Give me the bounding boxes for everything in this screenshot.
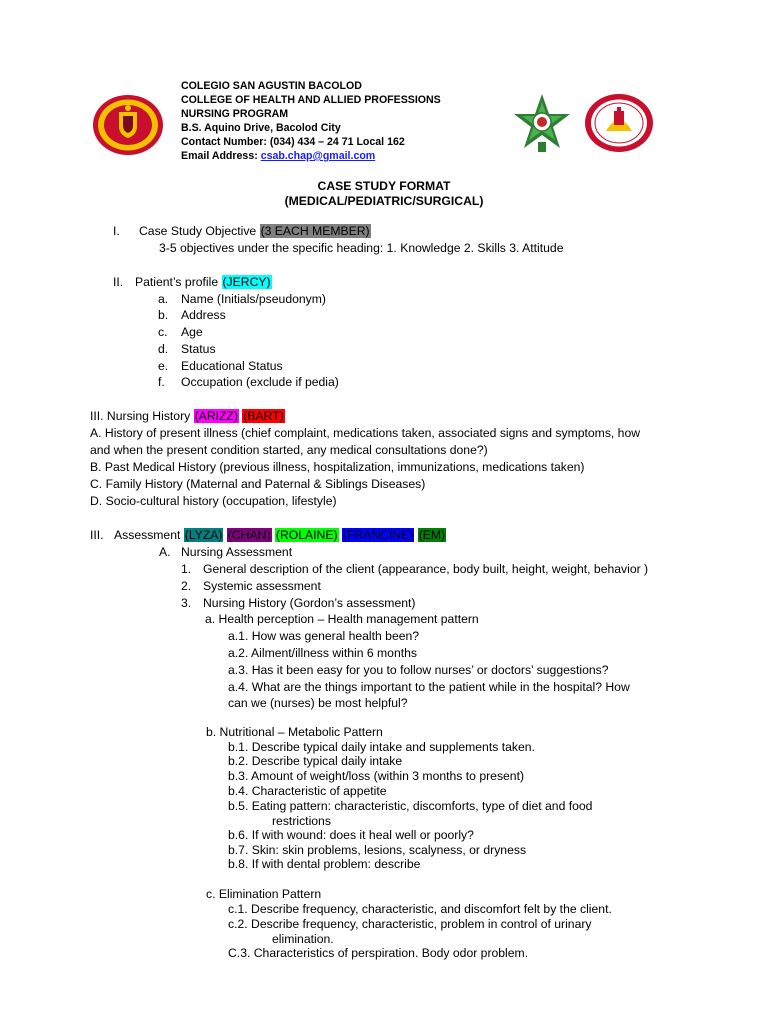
nutritional-item: b.2. Describe typical daily intake	[228, 754, 403, 768]
nutritional-pattern-title: b. Nutritional – Metabolic Pattern	[206, 725, 383, 739]
assessment-tag-em: (EM)	[418, 528, 446, 542]
document-title: CASE STUDY FORMAT	[317, 179, 451, 193]
section-i-assignee-tag: (3 EACH MEMBER)	[260, 224, 370, 238]
nutritional-item: b.4. Characteristic of appetite	[228, 784, 387, 798]
assessment-tag-chan: (CHAN)	[227, 528, 271, 542]
section-i-detail: 3-5 objectives under the specific heading: 1. Knowledge 2. Skills 3. Attitude	[159, 241, 564, 255]
email-label: Email Address:	[181, 150, 261, 162]
nursing-assessment-heading: Nursing Assessment	[181, 545, 293, 559]
nutritional-item: b.5. Eating pattern: characteristic, discomforts, type of diet and food	[228, 799, 593, 813]
nursing-history-line: B. Past Medical History (previous illness, hospitalization, immunizations, medications taken)	[90, 460, 585, 474]
colegio-san-agustin-seal-logo	[92, 94, 164, 156]
profile-item-text: Educational Status	[181, 359, 283, 373]
nursing-history-tag-bart: (BART)	[243, 409, 284, 423]
college-name: COLLEGE OF HEALTH AND ALLIED PROFESSIONS	[181, 94, 441, 106]
assessment-heading	[114, 528, 446, 543]
nutritional-item: b.6. If with wound: does it heal well or poorly?	[228, 828, 474, 842]
assessment-numeral: III.	[90, 528, 104, 542]
section-ii-numeral: II.	[113, 275, 124, 289]
nursing-history-line: and when the present condition started, any medical consultations done?)	[90, 443, 488, 457]
profile-item-letter: a.	[158, 292, 169, 306]
elimination-item: c.1. Describe frequency, characteristic, and discomfort felt by the client.	[228, 902, 612, 916]
nursing-history-line: C. Family History (Maternal and Paternal & Siblings Diseases)	[90, 477, 426, 491]
section-i-title: Case Study Objective	[139, 224, 260, 238]
assessment-tag-francine: (FRANCINE)	[342, 528, 414, 542]
elimination-item: C.3. Characteristics of perspiration. Body odor problem.	[228, 946, 529, 960]
nutritional-item: b.3. Amount of weight/loss (within 3 months to present)	[228, 769, 525, 783]
nursing-history-title: III. Nursing History	[90, 409, 194, 423]
assessment-item-text: General description of the client (appearance, body built, height, weight, behavior )	[203, 562, 649, 576]
school-address: B.S. Aquino Drive, Bacolod City	[181, 122, 341, 134]
nursing-history-tag-arizz: (ARIZZ)	[194, 409, 238, 423]
section-ii-title: Patient’s profile	[135, 275, 222, 289]
profile-item-text: Status	[181, 342, 216, 356]
profile-item-text: Address	[181, 308, 226, 322]
nursing-history-line: D. Socio-cultural history (occupation, lifestyle)	[90, 494, 337, 508]
profile-item-letter: c.	[158, 325, 168, 339]
program-name: NURSING PROGRAM	[181, 108, 289, 120]
health-perception-item: a.2. Ailment/illness within 6 months	[228, 646, 417, 660]
college-of-nursing-seal-logo	[584, 93, 654, 153]
profile-item-letter: b.	[158, 308, 169, 322]
assessment-item-number: 1.	[181, 562, 192, 576]
profile-item-text: Name (Initials/pseudonym)	[181, 292, 326, 306]
profile-item-text: Age	[181, 325, 203, 339]
health-perception-pattern-title: a. Health perception – Health management pattern	[205, 612, 479, 626]
section-ii-assignee-tag: (JERCY)	[222, 275, 271, 289]
elimination-item-continued: elimination.	[272, 932, 334, 946]
nursing-assessment-letter: A.	[159, 545, 171, 559]
nutritional-item: b.8. If with dental problem: describe	[228, 857, 421, 871]
assessment-item-text: Systemic assessment	[203, 579, 321, 593]
nutritional-item-continued: restrictions	[272, 814, 331, 828]
elimination-item: c.2. Describe frequency, characteristic, problem in control of urinary	[228, 917, 592, 931]
green-star-badge-logo	[508, 92, 576, 156]
institution-name: COLEGIO SAN AGUSTIN BACOLOD	[181, 80, 362, 92]
document-subtitle: (MEDICAL/PEDIATRIC/SURGICAL)	[284, 194, 484, 208]
email-line	[181, 150, 375, 163]
health-perception-item: a.1. How was general health been?	[228, 629, 420, 643]
profile-item-letter: f.	[158, 375, 165, 389]
assessment-title: Assessment	[114, 528, 184, 542]
assessment-item-number: 2.	[181, 579, 192, 593]
email-link[interactable]: csab.chap@gmail.com	[260, 150, 376, 162]
section-i-heading	[139, 224, 371, 239]
assessment-tag-lyza: (LYZA)	[184, 528, 223, 542]
nursing-history-line: A. History of present illness (chief complaint, medications taken, associated signs and symptoms, how	[90, 426, 641, 440]
health-perception-item: a.3. Has it been easy for you to follow nurses’ or doctors’ suggestions?	[228, 663, 609, 677]
assessment-tag-rolaine: (ROLAINE)	[275, 528, 338, 542]
nursing-history-heading	[90, 409, 285, 424]
contact-number: Contact Number: (034) 434 – 24 71 Local 162	[181, 136, 405, 148]
health-perception-item: can we (nurses) be most helpful?	[228, 696, 408, 710]
assessment-item-text: Nursing History (Gordon’s assessment)	[203, 596, 416, 610]
section-ii-heading	[135, 275, 272, 290]
profile-item-letter: e.	[158, 359, 169, 373]
assessment-item-number: 3.	[181, 596, 192, 610]
nutritional-item: b.1. Describe typical daily intake and supplements taken.	[228, 740, 535, 754]
profile-item-text: Occupation (exclude if pedia)	[181, 375, 339, 389]
health-perception-item: a.4. What are the things important to the patient while in the hospital? How	[228, 680, 630, 694]
profile-item-letter: d.	[158, 342, 169, 356]
nutritional-item: b.7. Skin: skin problems, lesions, scalyness, or dryness	[228, 843, 527, 857]
elimination-pattern-title: c. Elimination Pattern	[206, 887, 322, 901]
section-i-numeral: I.	[113, 224, 120, 238]
